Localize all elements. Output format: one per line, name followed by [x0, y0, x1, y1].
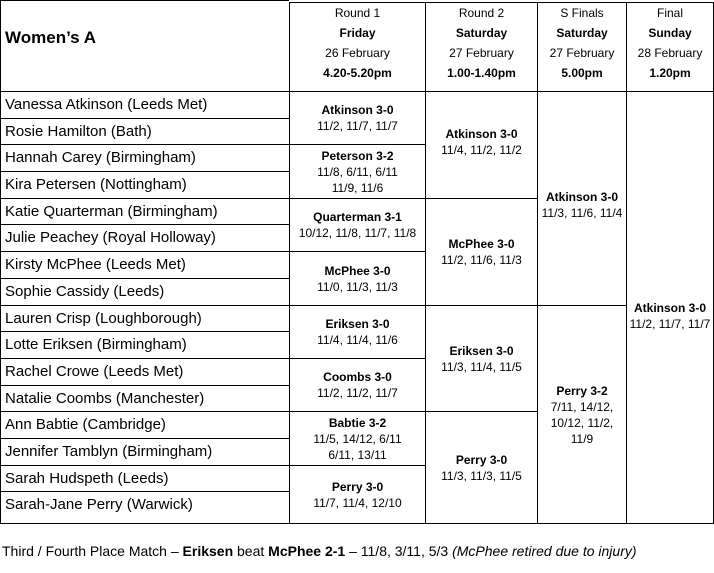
match-scores: 11/4, 11/2, 11/2 — [441, 143, 522, 157]
footer-lead: Third / Fourth Place Match – — [2, 543, 183, 559]
round-time: 1.00-1.40pm — [447, 66, 516, 80]
match-scores: 11/9 — [570, 431, 594, 446]
player-row: Katie Quarterman (Birmingham) — [0, 199, 289, 225]
match-winner: Perry 3-0 — [331, 479, 384, 494]
match-scores: 10/12, 11/8, 11/7, 11/8 — [298, 226, 417, 240]
semi-final-match — [537, 306, 626, 524]
round-date: 27 February — [549, 46, 615, 60]
match-scores: 11/2, 11/7, 11/7 — [317, 119, 398, 133]
match-scores: 11/2, 11/6, 11/3 — [441, 253, 522, 267]
match-scores: 11/2, 11/7, 11/7 — [629, 316, 711, 331]
match-winner: Atkinson 3-0 — [445, 127, 518, 141]
round-time: 1.20pm — [649, 66, 691, 80]
round-name: Final — [656, 6, 683, 20]
round2-match — [425, 199, 537, 306]
match-scores: 7/11, 14/12, — [550, 399, 614, 414]
match-scores: 11/8, 6/11, 6/11 — [317, 164, 398, 179]
round-date: 27 February — [449, 46, 514, 60]
player-row: Natalie Coombs (Manchester) — [0, 386, 289, 412]
player-row: Sophie Cassidy (Leeds) — [0, 279, 289, 306]
match-scores: 11/4, 11/4, 11/6 — [317, 333, 398, 347]
round-time: 5.00pm — [561, 66, 603, 80]
match-winner: Babtie 3-2 — [328, 415, 387, 430]
round-time: 4.20-5.20pm — [323, 66, 392, 80]
player-row: Rosie Hamilton (Bath) — [0, 119, 289, 145]
draw-title: Women’s A — [5, 28, 96, 47]
title-cell — [0, 0, 289, 92]
player-row: Vanessa Atkinson (Leeds Met) — [0, 92, 289, 119]
footer-loser: McPhee 2-1 — [268, 543, 346, 559]
match-winner: Atkinson 3-0 — [633, 300, 706, 315]
match-scores: 10/12, 11/2, — [550, 415, 614, 430]
round-day: Friday — [339, 26, 376, 40]
round1-match — [289, 412, 425, 466]
player-row: Kira Petersen (Nottingham) — [0, 172, 289, 199]
match-winner: Perry 3-2 — [556, 383, 608, 398]
match-winner: Coombs 3-0 — [323, 370, 392, 384]
match-scores: 11/0, 11/3, 11/3 — [317, 279, 398, 294]
match-scores: 11/3, 11/6, 11/4 — [541, 205, 623, 220]
round-header-1 — [289, 2, 425, 92]
round1-match — [289, 145, 425, 199]
match-winner: McPhee 3-0 — [324, 263, 391, 278]
round1-match — [289, 252, 425, 306]
round1-match — [289, 92, 425, 145]
round1-match — [289, 199, 425, 252]
player-row: Rachel Crowe (Leeds Met) — [0, 359, 289, 386]
match-winner: Peterson 3-2 — [321, 148, 394, 163]
round-name: Round 2 — [458, 6, 505, 20]
match-scores: 11/9, 11/6 — [331, 180, 384, 195]
match-winner: Eriksen 3-0 — [449, 343, 514, 358]
footer-scores: – 11/8, 3/11, 5/3 — [345, 543, 453, 559]
player-row: Lotte Eriksen (Birmingham) — [0, 332, 289, 359]
round-header-2 — [425, 2, 537, 92]
round2-match — [425, 306, 537, 412]
round1-match — [289, 306, 425, 359]
player-row: Sarah Hudspeth (Leeds) — [0, 466, 289, 492]
round-day: Sunday — [648, 26, 692, 40]
match-winner: McPhee 3-0 — [448, 237, 515, 251]
match-scores: 11/7, 11/4, 12/10 — [313, 495, 402, 510]
match-winner: Atkinson 3-0 — [545, 189, 618, 204]
semi-final-match — [537, 92, 626, 306]
player-row: Ann Babtie (Cambridge) — [0, 412, 289, 439]
match-scores: 6/11, 13/11 — [328, 447, 387, 462]
match-winner: Eriksen 3-0 — [325, 317, 390, 331]
round-header-3 — [537, 2, 626, 92]
round-name: S Finals — [560, 6, 604, 20]
third-place-note — [2, 543, 637, 559]
round-day: Saturday — [556, 26, 608, 40]
round1-match — [289, 466, 425, 524]
player-row: Jennifer Tamblyn (Birmingham) — [0, 439, 289, 466]
round1-match — [289, 359, 425, 412]
match-winner: Quarterman 3-1 — [313, 210, 402, 224]
round-day: Saturday — [455, 26, 508, 40]
player-row: Sarah-Jane Perry (Warwick) — [0, 492, 289, 524]
round2-match — [425, 92, 537, 199]
player-row: Hannah Carey (Birmingham) — [0, 145, 289, 172]
match-scores: 11/3, 11/3, 11/5 — [441, 468, 522, 483]
player-row: Julie Peachey (Royal Holloway) — [0, 225, 289, 252]
match-winner: Perry 3-0 — [455, 452, 508, 467]
match-scores: 11/3, 11/4, 11/5 — [441, 359, 522, 374]
round-header-4 — [626, 2, 714, 92]
round2-match — [425, 412, 537, 524]
match-scores: 11/2, 11/2, 11/7 — [317, 386, 398, 400]
round-date: 26 February — [325, 46, 390, 60]
round-name: Round 1 — [334, 6, 381, 20]
player-row: Lauren Crisp (Loughborough) — [0, 306, 289, 332]
final-match — [626, 92, 714, 524]
match-scores: 11/5, 14/12, 6/11 — [313, 431, 402, 446]
footer-winner: Eriksen — [182, 543, 234, 559]
footer-note: (McPhee retired due to injury) — [452, 543, 637, 559]
player-row: Kirsty McPhee (Leeds Met) — [0, 252, 289, 279]
match-winner: Atkinson 3-0 — [321, 103, 394, 117]
footer-beat: beat — [233, 543, 269, 559]
round-date: 28 February — [637, 46, 703, 60]
